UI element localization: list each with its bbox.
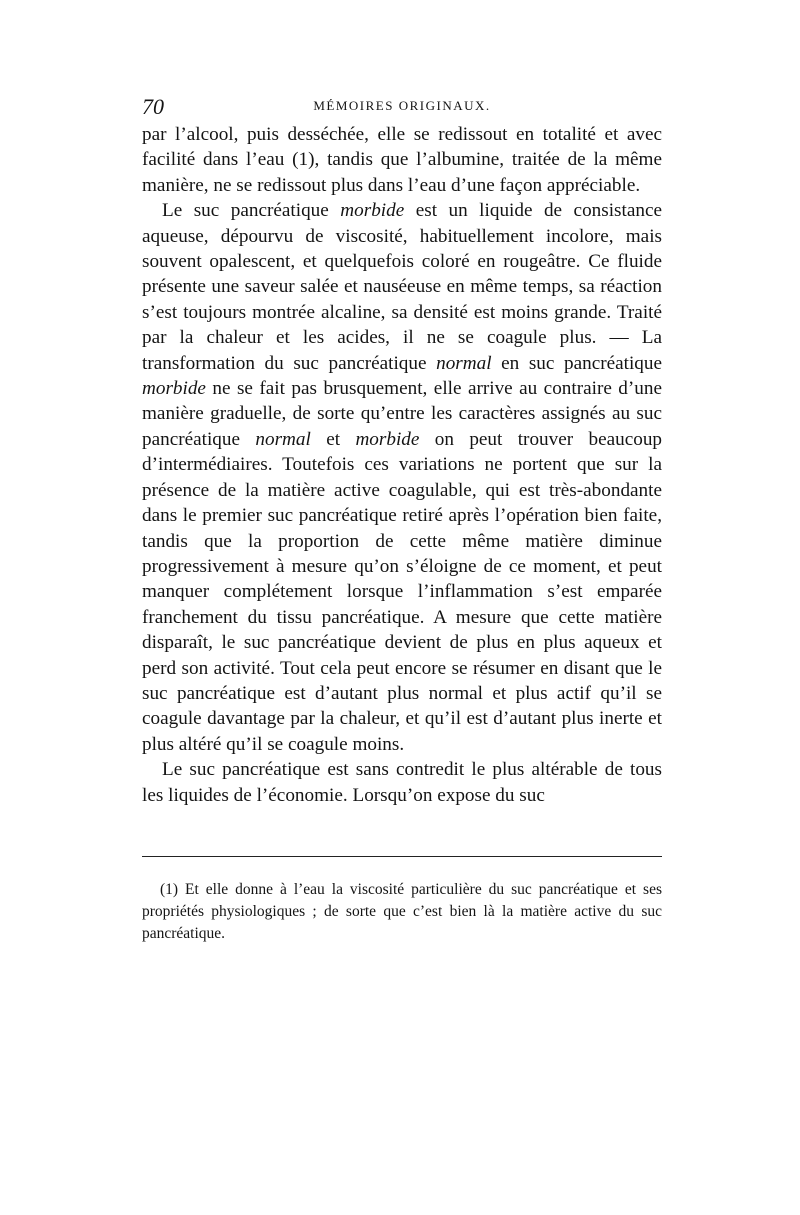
paragraph-2-text-2: est un liquide de consistance aqueuse, dépourvu de viscosité, habituellement incolore, mais souvent opalescent, et quelquefois coloré en rougeâtre. Ce fluide présente une saveur salée et nauséeuse en même temps, sa réaction s’est toujours montrée alcaline, sa densité est moins grande. Traité par la chaleur et les acides, il ne se coagule plus. — La transformation du suc pancréatique — [142, 200, 662, 374]
paragraph-2-text-1: Le suc pancréatique — [162, 200, 329, 222]
page-number: 70 — [142, 94, 164, 119]
italic-term-morbide: morbide — [142, 378, 206, 400]
running-title: MÉMOIRES ORIGINAUX. — [313, 98, 491, 113]
italic-term-normal: normal — [436, 352, 492, 374]
running-head — [142, 92, 662, 122]
italic-term-morbide: morbide — [340, 200, 405, 222]
paragraph-2-text-5: et — [326, 428, 341, 450]
italic-term-morbide: morbide — [355, 428, 420, 450]
paragraph-2 — [142, 198, 662, 757]
book-page — [142, 92, 662, 960]
footnote-rule — [142, 856, 662, 857]
footnote: (1) Et elle donne à l’eau la viscosité particulière du suc pancréatique et ses propriétés physiologiques ; de sorte que c’est bien là la matière active du suc pancréatique. — [142, 880, 662, 942]
body-text — [142, 122, 662, 808]
paragraph-2-text-3: en suc pancréatique — [501, 352, 663, 374]
paragraph-3: Le suc pancréatique est sans contredit le plus altérable de tous les liquides de l’économie. Lorsqu’on expose du suc — [142, 759, 662, 806]
paragraph-2-text-6: on peut trouver beaucoup d’intermédiaires. Toutefois ces variations ne portent que sur la présence de la matière active coagulable, qui est très-abondante dans le premier suc pancréatique retiré après l’opération bien faite, tandis que la proportion de cette même matière diminue progressivement à mesure qu’on s’éloigne de ce moment, et peut manquer complétement lorsque l’inflammation s’est emparée franchement du tissu pancréatique. A mesure que cette matière disparaît, le suc pancréatique devient de plus en plus aqueux et perd son activité. Tout cela peut encore se résumer en disant que le suc pancréatique est d’autant plus normal et plus actif qu’il se coagule davantage par la chaleur, et qu’il est d’autant plus inerte et plus altéré qu’il se coagule moins. — [142, 428, 663, 755]
paragraph-1: par l’alcool, puis desséchée, elle se redissout en totalité et avec facilité dans l’eau (1), tandis que l’albumine, traitée de la même manière, ne se redissout plus dans l’eau d’une façon appréciable. — [142, 124, 662, 196]
paragraph-2-text-4: ne se fait pas brusquement, elle arrive au contraire d’une manière graduelle, de sorte qu’entre les caractères assignés au suc pancréatique — [142, 378, 662, 450]
italic-term-normal: normal — [255, 428, 311, 450]
